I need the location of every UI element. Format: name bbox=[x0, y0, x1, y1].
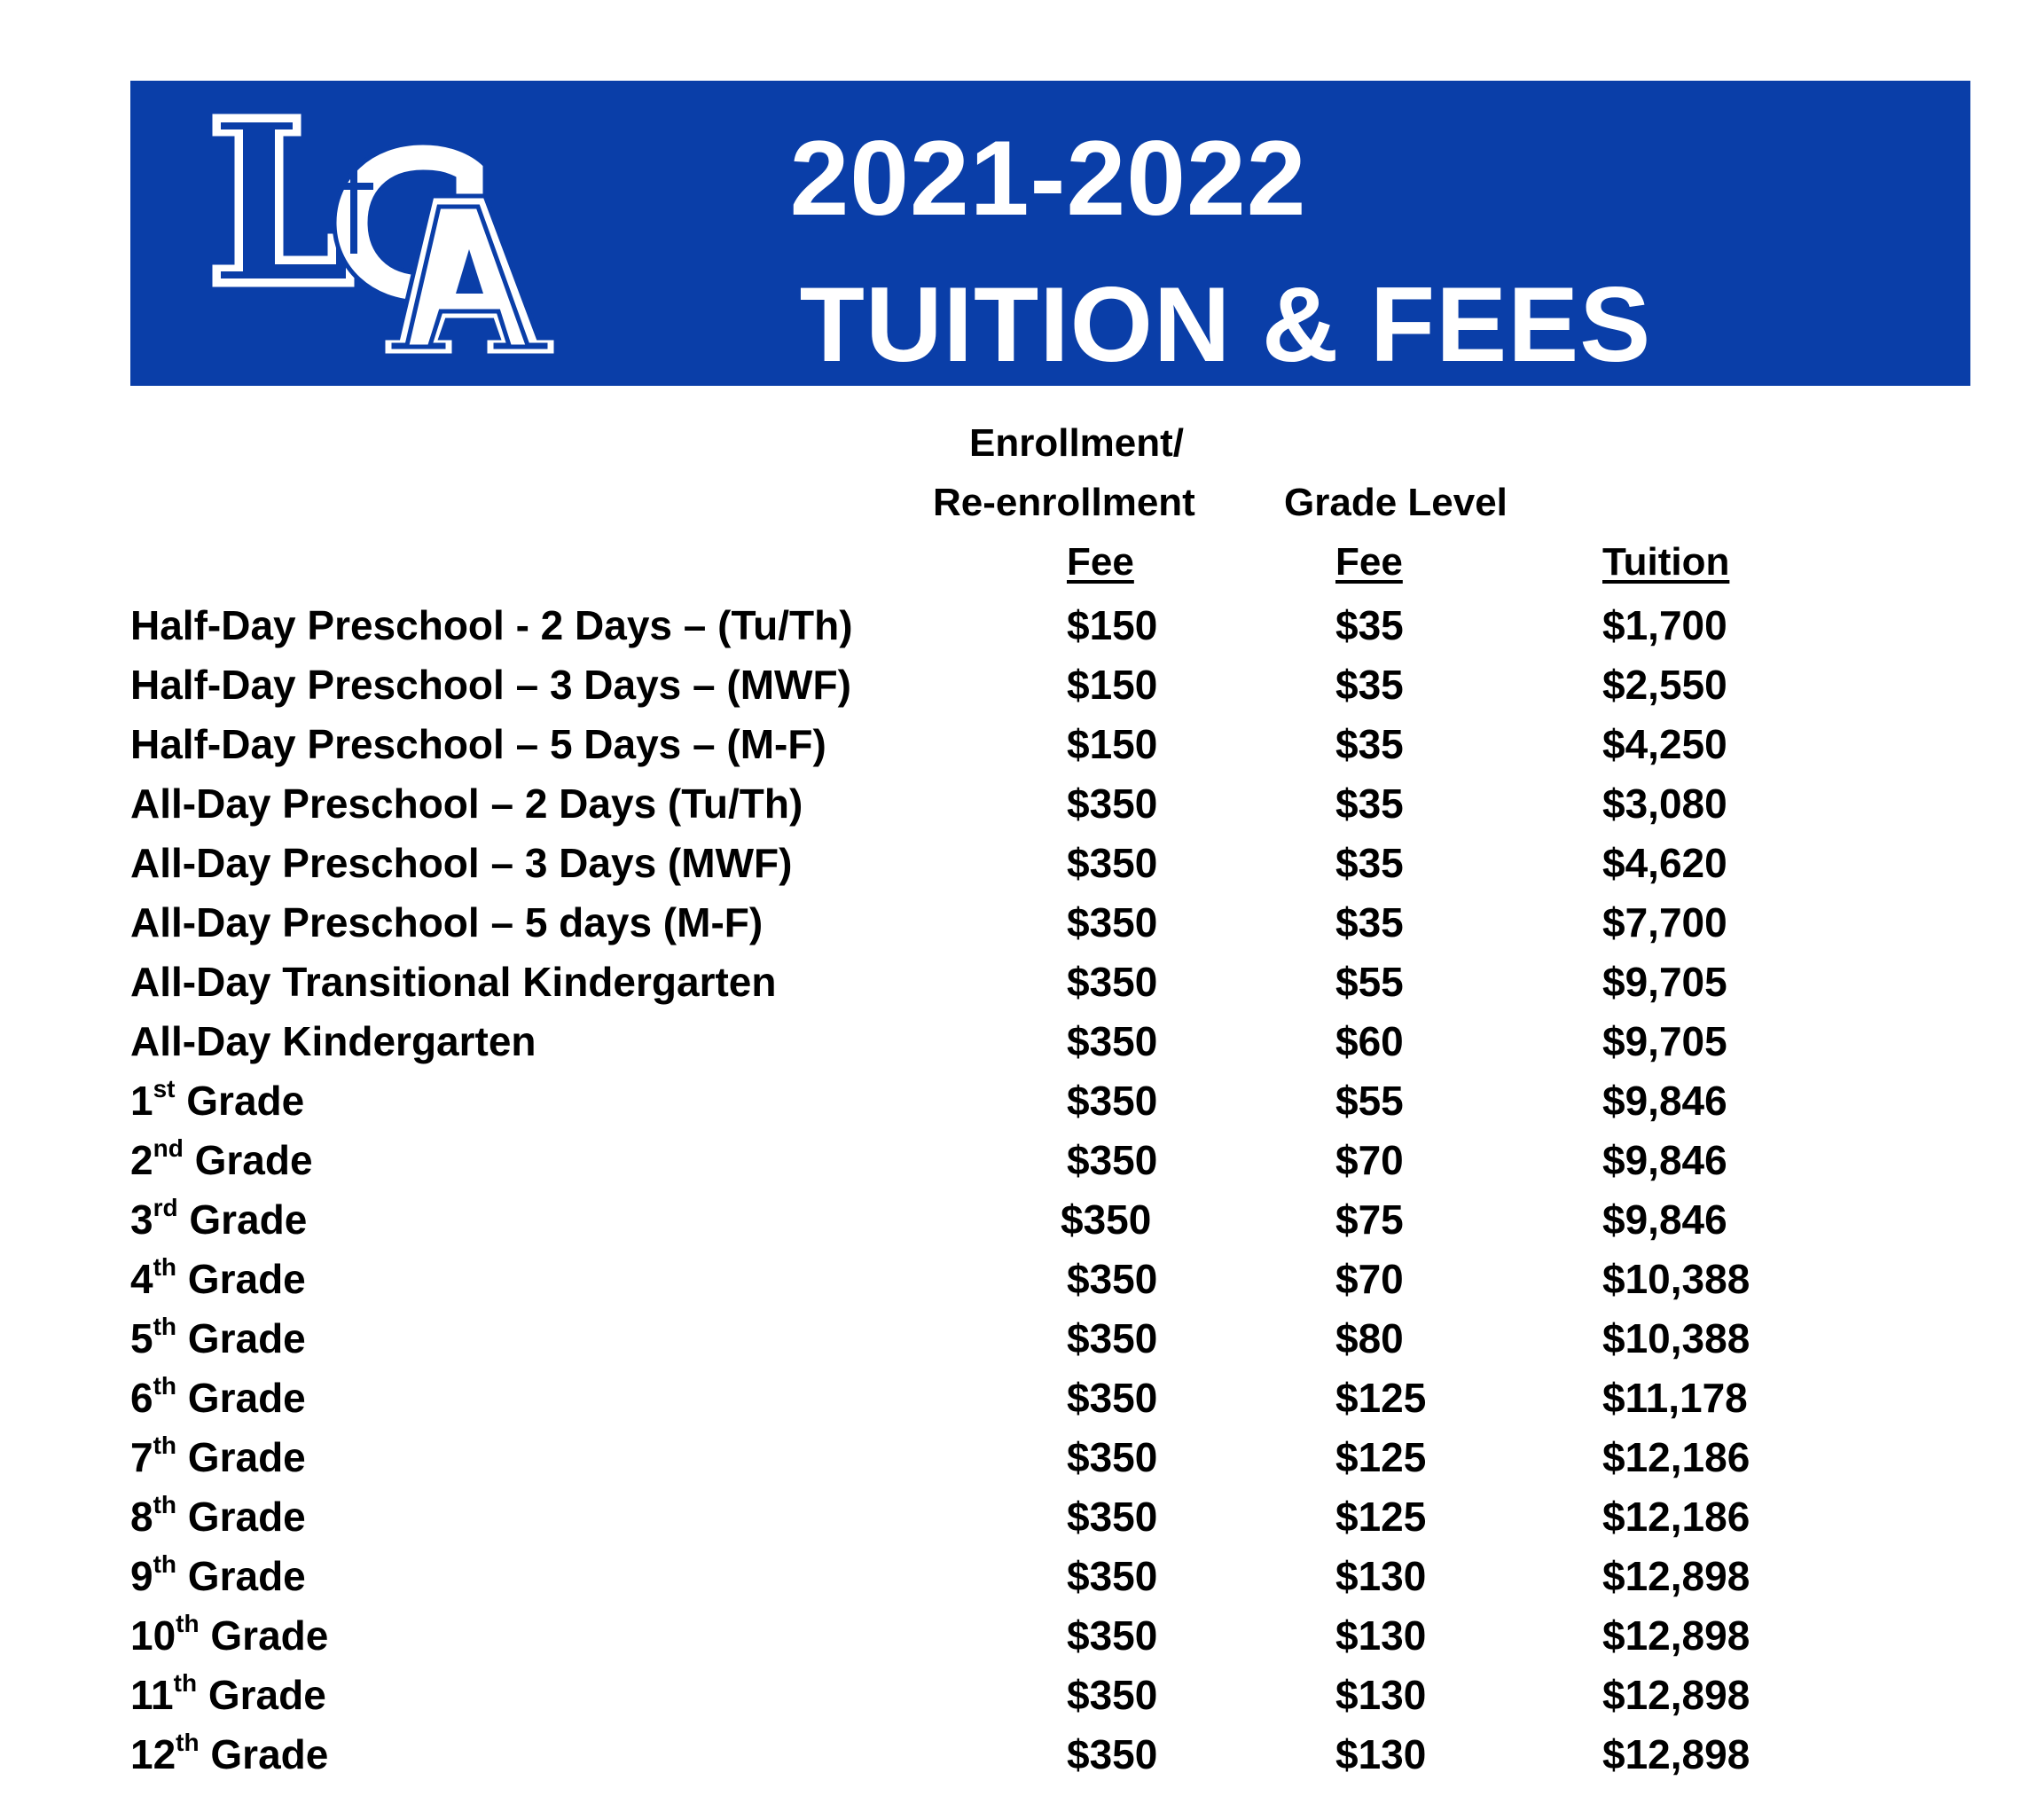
grade-level-fee: $35 bbox=[1335, 780, 1404, 827]
program-name: Half-Day Preschool - 2 Days – (Tu/Th) bbox=[130, 602, 853, 648]
grade-ordinal-suffix: th bbox=[176, 1729, 200, 1756]
tuition-amount: $9,846 bbox=[1602, 1137, 1727, 1183]
grade-number: 11 bbox=[130, 1672, 174, 1718]
program-name: All-Day Preschool – 5 days (M-F) bbox=[130, 899, 764, 945]
grade-level-fee: $75 bbox=[1335, 1196, 1404, 1243]
header-grade-level: Grade Level bbox=[1284, 481, 1508, 524]
enrollment-fee: $350 bbox=[1067, 1137, 1158, 1183]
enrollment-fee: $350 bbox=[1067, 1612, 1158, 1659]
grade-label: Grade bbox=[176, 1494, 306, 1540]
grade-ordinal-suffix: th bbox=[153, 1491, 177, 1518]
enrollment-fee: $350 bbox=[1061, 1196, 1152, 1243]
grade-level-fee: $60 bbox=[1335, 1018, 1404, 1064]
grade-ordinal-suffix: th bbox=[153, 1432, 177, 1459]
enrollment-fee: $350 bbox=[1067, 1315, 1158, 1361]
grade-label: Grade bbox=[183, 1137, 313, 1183]
enrollment-fee: $350 bbox=[1067, 1018, 1158, 1064]
grade-label: Grade bbox=[175, 1078, 305, 1124]
grade-number: 12 bbox=[130, 1731, 176, 1777]
header-enrollment-fee: Fee bbox=[1067, 540, 1134, 584]
header-grade-fee: Fee bbox=[1335, 540, 1403, 584]
grade-level-fee: $130 bbox=[1335, 1612, 1427, 1659]
tuition-amount: $1,700 bbox=[1602, 602, 1727, 648]
grade-number: 6 bbox=[130, 1375, 153, 1421]
table-row bbox=[0, 1017, 2044, 1077]
program-name bbox=[130, 1196, 307, 1243]
grade-number: 1 bbox=[130, 1078, 153, 1124]
tuition-amount: $9,705 bbox=[1602, 1018, 1727, 1064]
table-row bbox=[0, 1255, 2044, 1314]
grade-level-fee: $130 bbox=[1335, 1672, 1427, 1718]
table-row bbox=[0, 1077, 2044, 1136]
enrollment-fee: $350 bbox=[1067, 1494, 1158, 1540]
tuition-amount: $9,846 bbox=[1602, 1196, 1727, 1243]
grade-level-fee: $35 bbox=[1335, 662, 1404, 708]
grade-level-fee: $125 bbox=[1335, 1434, 1427, 1480]
program-name bbox=[130, 1493, 306, 1541]
enrollment-fee: $350 bbox=[1067, 1731, 1158, 1777]
grade-label: Grade bbox=[177, 1196, 308, 1243]
table-row bbox=[0, 1552, 2044, 1612]
program-name bbox=[130, 1077, 304, 1125]
title-tuition-fees: TUITION & FEES bbox=[799, 265, 1652, 384]
program-name bbox=[130, 1136, 313, 1184]
grade-level-fee: $35 bbox=[1335, 602, 1404, 648]
program-name bbox=[130, 1730, 328, 1778]
grade-level-fee: $130 bbox=[1335, 1731, 1427, 1777]
grade-number: 10 bbox=[130, 1612, 176, 1659]
program-name: Half-Day Preschool – 3 Days – (MWF) bbox=[130, 662, 851, 708]
grade-label: Grade bbox=[197, 1672, 326, 1718]
grade-number: 7 bbox=[130, 1434, 153, 1480]
program-name bbox=[130, 1374, 306, 1422]
program-name bbox=[130, 1314, 306, 1362]
program-name bbox=[130, 1552, 306, 1600]
grade-ordinal-suffix: th bbox=[153, 1253, 177, 1281]
tuition-amount: $12,898 bbox=[1602, 1731, 1750, 1777]
grade-label: Grade bbox=[176, 1375, 306, 1421]
program-name: All-Day Transitional Kindergarten bbox=[130, 959, 777, 1005]
tuition-amount: $11,178 bbox=[1602, 1375, 1748, 1421]
enrollment-fee: $350 bbox=[1067, 959, 1158, 1005]
tuition-amount: $12,898 bbox=[1602, 1553, 1750, 1599]
tuition-amount: $9,846 bbox=[1602, 1078, 1727, 1124]
grade-number: 9 bbox=[130, 1553, 153, 1599]
table-row bbox=[0, 958, 2044, 1017]
grade-number: 4 bbox=[130, 1256, 153, 1302]
enrollment-fee: $350 bbox=[1067, 840, 1158, 886]
tuition-amount: $10,388 bbox=[1602, 1315, 1750, 1361]
table-row bbox=[0, 780, 2044, 839]
tuition-amount: $12,898 bbox=[1602, 1672, 1750, 1718]
header-enrollment-line2: Re-enrollment bbox=[933, 481, 1195, 524]
grade-label: Grade bbox=[176, 1315, 306, 1361]
table-row bbox=[0, 1671, 2044, 1730]
grade-number: 2 bbox=[130, 1137, 153, 1183]
grade-number: 3 bbox=[130, 1196, 153, 1243]
lca-logo bbox=[201, 98, 556, 365]
tuition-amount: $3,080 bbox=[1602, 780, 1727, 827]
table-row bbox=[0, 1433, 2044, 1493]
grade-level-fee: $35 bbox=[1335, 899, 1404, 945]
header-enrollment-line1: Enrollment/ bbox=[969, 421, 1185, 465]
enrollment-fee: $350 bbox=[1067, 1672, 1158, 1718]
enrollment-fee: $350 bbox=[1067, 1078, 1158, 1124]
program-name: Half-Day Preschool – 5 Days – (M-F) bbox=[130, 721, 826, 767]
table-row bbox=[0, 898, 2044, 958]
grade-ordinal-suffix: rd bbox=[153, 1194, 178, 1221]
enrollment-fee: $150 bbox=[1067, 721, 1158, 767]
grade-ordinal-suffix: th bbox=[153, 1313, 177, 1340]
table-row bbox=[0, 1314, 2044, 1374]
header-banner bbox=[130, 81, 1970, 386]
table-row bbox=[0, 1730, 2044, 1790]
grade-level-fee: $35 bbox=[1335, 721, 1404, 767]
program-name bbox=[130, 1612, 328, 1659]
grade-level-fee: $35 bbox=[1335, 840, 1404, 886]
grade-level-fee: $130 bbox=[1335, 1553, 1427, 1599]
tuition-amount: $4,620 bbox=[1602, 840, 1727, 886]
grade-label: Grade bbox=[176, 1434, 306, 1480]
tuition-amount: $2,550 bbox=[1602, 662, 1727, 708]
program-name bbox=[130, 1671, 326, 1719]
table-row bbox=[0, 1136, 2044, 1196]
grade-ordinal-suffix: st bbox=[153, 1075, 176, 1102]
program-name: All-Day Preschool – 2 Days (Tu/Th) bbox=[130, 780, 803, 827]
grade-ordinal-suffix: th bbox=[173, 1669, 198, 1697]
grade-label: Grade bbox=[199, 1612, 329, 1659]
table-row bbox=[0, 1612, 2044, 1671]
grade-level-fee: $125 bbox=[1335, 1494, 1427, 1540]
grade-level-fee: $55 bbox=[1335, 959, 1404, 1005]
tuition-amount: $12,186 bbox=[1602, 1434, 1750, 1480]
program-name: All-Day Kindergarten bbox=[130, 1018, 536, 1064]
title-year: 2021-2022 bbox=[789, 119, 1307, 238]
table-row bbox=[0, 1493, 2044, 1552]
grade-level-fee: $80 bbox=[1335, 1315, 1404, 1361]
enrollment-fee: $350 bbox=[1067, 1553, 1158, 1599]
grade-ordinal-suffix: nd bbox=[153, 1134, 184, 1162]
program-name bbox=[130, 1433, 306, 1481]
table-row bbox=[0, 720, 2044, 780]
grade-label: Grade bbox=[199, 1731, 329, 1777]
grade-level-fee: $55 bbox=[1335, 1078, 1404, 1124]
table-row bbox=[0, 1374, 2044, 1433]
enrollment-fee: $150 bbox=[1067, 662, 1158, 708]
grade-label: Grade bbox=[176, 1553, 306, 1599]
table-row bbox=[0, 839, 2044, 898]
table-row bbox=[0, 1196, 2044, 1255]
grade-label: Grade bbox=[176, 1256, 306, 1302]
grade-number: 8 bbox=[130, 1494, 153, 1540]
program-name bbox=[130, 1255, 306, 1303]
tuition-amount: $12,898 bbox=[1602, 1612, 1750, 1659]
table-row bbox=[0, 601, 2044, 661]
enrollment-fee: $350 bbox=[1067, 1375, 1158, 1421]
table-row bbox=[0, 661, 2044, 720]
grade-number: 5 bbox=[130, 1315, 153, 1361]
tuition-amount: $4,250 bbox=[1602, 721, 1727, 767]
grade-level-fee: $125 bbox=[1335, 1375, 1427, 1421]
enrollment-fee: $350 bbox=[1067, 780, 1158, 827]
enrollment-fee: $350 bbox=[1067, 1434, 1158, 1480]
enrollment-fee: $350 bbox=[1067, 899, 1158, 945]
program-name: All-Day Preschool – 3 Days (MWF) bbox=[130, 840, 793, 886]
grade-ordinal-suffix: th bbox=[153, 1372, 177, 1400]
grade-level-fee: $70 bbox=[1335, 1137, 1404, 1183]
header-tuition: Tuition bbox=[1602, 540, 1730, 584]
tuition-amount: $10,388 bbox=[1602, 1256, 1750, 1302]
grade-level-fee: $70 bbox=[1335, 1256, 1404, 1302]
grade-ordinal-suffix: th bbox=[176, 1610, 200, 1637]
grade-ordinal-suffix: th bbox=[153, 1550, 177, 1578]
tuition-amount: $9,705 bbox=[1602, 959, 1727, 1005]
enrollment-fee: $150 bbox=[1067, 602, 1158, 648]
tuition-amount: $12,186 bbox=[1602, 1494, 1750, 1540]
tuition-amount: $7,700 bbox=[1602, 899, 1727, 945]
enrollment-fee: $350 bbox=[1067, 1256, 1158, 1302]
